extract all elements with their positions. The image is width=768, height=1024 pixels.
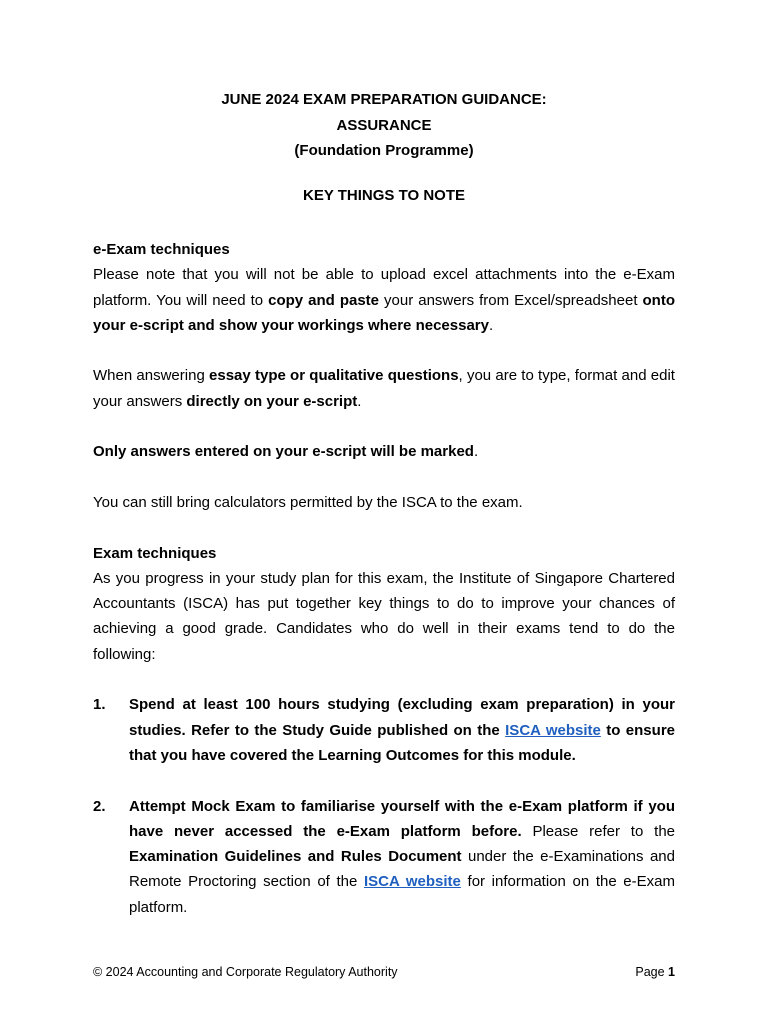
- bold-run: to ensure that you have covered the Learning Outcomes for this module.: [129, 721, 675, 764]
- eexam-paragraph-essay: [93, 363, 675, 414]
- text-run: When answering: [93, 367, 210, 385]
- eexam-paragraph-upload: [93, 262, 675, 338]
- list-item: [93, 692, 675, 768]
- list-number: 2.: [93, 797, 106, 815]
- text-run: .: [473, 443, 479, 461]
- key-things-heading: KEY THINGS TO NOTE: [303, 187, 465, 204]
- isca-website-link[interactable]: ISCA website: [363, 873, 461, 891]
- text-run: .: [488, 316, 494, 334]
- text-run: your answers from Excel/spreadsheet: [379, 291, 643, 309]
- footer-copyright: © 2024 Accounting and Corporate Regulatory Authority: [93, 965, 398, 979]
- exam-techniques-intro: As you progress in your study plan for this exam, the Institute of Singapore Chartered Accountants (ISCA) has put together key things to do to improve your chances of achieving a good grade. Candidates who do well in their exams tend to do the following:: [93, 569, 675, 663]
- document-programme: (Foundation Programme): [294, 142, 474, 159]
- bold-run: onto your e-script and show your workings where necessary: [93, 291, 675, 334]
- eexam-paragraph-calculators: You can still bring calculators permitted by the ISCA to the exam.: [93, 493, 523, 511]
- bold-run: Attempt Mock Exam to familiarise yourself with the e-Exam platform if you have never accessed the e-Exam platform before.: [129, 797, 675, 840]
- text-run: , you are to type, format and edit your answers: [93, 367, 675, 410]
- page-label: Page: [635, 965, 669, 979]
- exam-techniques-heading: Exam techniques: [93, 544, 217, 562]
- bold-run: Examination Guidelines and Rules Document: [129, 848, 462, 866]
- text-run: .: [357, 392, 362, 410]
- text-run: Please refer to the: [521, 822, 676, 840]
- text-run: under the e-Examinations and Remote Proctoring section of the: [129, 848, 675, 891]
- page-number: 1: [668, 965, 675, 979]
- bold-run: Spend at least 100 hours studying (excluding exam preparation) in your studies. Refer to the Study Guide published on the: [129, 696, 675, 739]
- isca-website-link[interactable]: ISCA website: [505, 721, 601, 739]
- footer-page-indicator: [635, 963, 675, 981]
- text-run: for information on the e-Exam platform.: [129, 873, 675, 916]
- bold-run: essay type or qualitative questions: [209, 367, 459, 385]
- eexam-paragraph-marked: [93, 439, 675, 464]
- bold-run: directly on your e-script: [186, 392, 358, 410]
- list-number: 1.: [93, 696, 106, 714]
- text-run: Please note that you will not be able to upload excel attachments into the e-Exam platform. You will need to: [93, 266, 675, 309]
- eexam-heading: e-Exam techniques: [93, 241, 230, 258]
- document-body: [93, 237, 675, 920]
- document-title-block: [0, 87, 768, 164]
- bold-run: Only answers entered on your e-script will be marked: [93, 443, 474, 461]
- page-footer: [93, 963, 675, 981]
- list-item: [93, 794, 675, 920]
- bold-run: copy and paste: [268, 291, 380, 309]
- document-title: JUNE 2024 EXAM PREPARATION GUIDANCE:: [221, 91, 547, 108]
- document-subject: ASSURANCE: [336, 116, 432, 134]
